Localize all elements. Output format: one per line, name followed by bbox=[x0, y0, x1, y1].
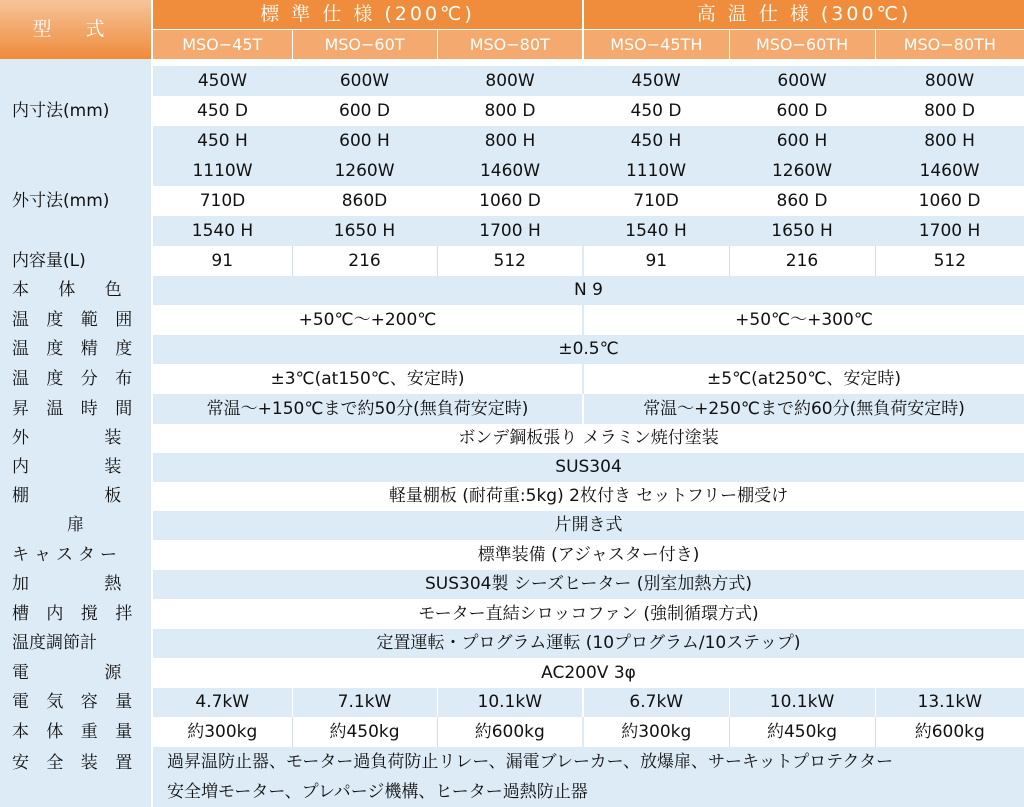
row-label-weight: 本 体 重 量 bbox=[0, 717, 152, 747]
row-label-caster: キャスター bbox=[0, 540, 152, 570]
row-label-capacity: 内容量(L) bbox=[0, 246, 152, 276]
row-label-stirring: 槽 内 撹 拌 bbox=[0, 599, 152, 629]
outer-dims-cell: 1260W 860 D 1650 H bbox=[729, 156, 875, 246]
temp-range-high: +50℃〜+300℃ bbox=[583, 305, 1024, 335]
outer-dims-cell: 1460W 1060 D 1700 H bbox=[875, 156, 1024, 246]
weight-cell: 約450kg bbox=[729, 717, 875, 747]
row-label-safety: 安 全 装 置 bbox=[0, 747, 152, 807]
model-header: MSO−80TH bbox=[875, 30, 1024, 60]
capacity-cell: 216 bbox=[729, 246, 875, 276]
safety-line: 安全増モーター、プレパージ機構、ヒーター過熱防止器 bbox=[167, 782, 588, 802]
weight-cell: 約300kg bbox=[152, 717, 292, 747]
high-temp-spec-header: 高 温 仕 様 (300℃) bbox=[583, 0, 1024, 30]
row-label-temp-range: 温 度 範 囲 bbox=[0, 305, 152, 335]
capacity-cell: 91 bbox=[583, 246, 729, 276]
stirring-value: モーター直結シロッコファン (強制循環方式) bbox=[152, 599, 1024, 629]
row-label-inner-dims: 内寸法(mm) bbox=[0, 66, 152, 156]
row-label-controller: 温度調節計 bbox=[0, 629, 152, 658]
temp-distribution-standard: ±3℃(at150℃、安定時) bbox=[152, 364, 583, 394]
inner-dims-cell: 450W 450 D 450 H bbox=[583, 66, 729, 156]
inner-dims-cell: 800W 800 D 800 H bbox=[875, 66, 1024, 156]
temp-range-standard: +50℃〜+200℃ bbox=[152, 305, 583, 335]
safety-line: 過昇温防止器、モーター過負荷防止リレー、漏電ブレーカー、放爆扉、サーキットプロテクター bbox=[167, 752, 894, 772]
capacity-cell: 91 bbox=[152, 246, 292, 276]
row-label-outer-dims: 外寸法(mm) bbox=[0, 156, 152, 246]
heatup-time-standard: 常温〜+150℃まで約50分(無負荷安定時) bbox=[152, 394, 583, 424]
outer-dims-cell: 1460W 1060 D 1700 H bbox=[437, 156, 583, 246]
capacity-cell: 512 bbox=[437, 246, 583, 276]
outer-dims-cell: 1110W 710D 1540 H bbox=[583, 156, 729, 246]
body-color-value: N 9 bbox=[152, 276, 1024, 305]
model-header: MSO−60T bbox=[292, 30, 437, 60]
controller-value: 定置運転・プログラム運転 (10プログラム/10ステップ) bbox=[152, 629, 1024, 658]
shelf-value: 軽量棚板 (耐荷重:5kg) 2枚付き セットフリー棚受け bbox=[152, 482, 1024, 511]
heatup-time-high: 常温〜+250℃まで約60分(無負荷安定時) bbox=[583, 394, 1024, 424]
power-capacity-cell: 7.1kW bbox=[292, 688, 437, 717]
row-label-heating: 加 熱 bbox=[0, 570, 152, 599]
model-header: MSO−45TH bbox=[583, 30, 729, 60]
outer-dims-cell: 1260W 860D 1650 H bbox=[292, 156, 437, 246]
temp-precision-value: ±0.5℃ bbox=[152, 335, 1024, 364]
type-header: 型 式 bbox=[0, 0, 152, 59]
door-value: 片開き式 bbox=[152, 511, 1024, 540]
inner-dims-cell: 450W 450 D 450 H bbox=[152, 66, 292, 156]
power-value: AC200V 3φ bbox=[152, 658, 1024, 688]
weight-cell: 約600kg bbox=[437, 717, 583, 747]
capacity-cell: 216 bbox=[292, 246, 437, 276]
row-label-temp-distribution: 温 度 分 布 bbox=[0, 364, 152, 394]
row-label-power-capacity: 電 気 容 量 bbox=[0, 688, 152, 717]
power-capacity-cell: 10.1kW bbox=[729, 688, 875, 717]
outer-dims-cell: 1110W 710D 1540 H bbox=[152, 156, 292, 246]
capacity-cell: 512 bbox=[875, 246, 1024, 276]
weight-cell: 約450kg bbox=[292, 717, 437, 747]
model-header: MSO−45T bbox=[152, 30, 292, 60]
model-header: MSO−80T bbox=[437, 30, 583, 60]
row-label-exterior: 外 装 bbox=[0, 424, 152, 453]
model-header: MSO−60TH bbox=[729, 30, 875, 60]
inner-dims-cell: 600W 600 D 600 H bbox=[729, 66, 875, 156]
row-label-body-color: 本 体 色 bbox=[0, 276, 152, 305]
row-label-power: 電 源 bbox=[0, 658, 152, 688]
row-label-heatup-time: 昇 温 時 間 bbox=[0, 394, 152, 424]
inner-dims-cell: 800W 800 D 800 H bbox=[437, 66, 583, 156]
safety-value bbox=[152, 747, 1024, 807]
row-label-interior: 内 装 bbox=[0, 453, 152, 482]
inner-dims-cell: 600W 600 D 600 H bbox=[292, 66, 437, 156]
standard-spec-header: 標 準 仕 様 (200℃) bbox=[152, 0, 583, 30]
power-capacity-cell: 6.7kW bbox=[583, 688, 729, 717]
exterior-value: ボンデ鋼板張り メラミン焼付塗装 bbox=[152, 424, 1024, 453]
power-capacity-cell: 10.1kW bbox=[437, 688, 583, 717]
weight-cell: 約600kg bbox=[875, 717, 1024, 747]
power-capacity-cell: 13.1kW bbox=[875, 688, 1024, 717]
caster-value: 標準装備 (アジャスター付き) bbox=[152, 540, 1024, 570]
row-label-shelf: 棚 板 bbox=[0, 482, 152, 511]
interior-value: SUS304 bbox=[152, 453, 1024, 482]
weight-cell: 約300kg bbox=[583, 717, 729, 747]
row-label-door: 扉 bbox=[0, 511, 152, 540]
power-capacity-cell: 4.7kW bbox=[152, 688, 292, 717]
temp-distribution-high: ±5℃(at250℃、安定時) bbox=[583, 364, 1024, 394]
row-label-temp-precision: 温 度 精 度 bbox=[0, 335, 152, 364]
heating-value: SUS304製 シーズヒーター (別室加熱方式) bbox=[152, 570, 1024, 599]
